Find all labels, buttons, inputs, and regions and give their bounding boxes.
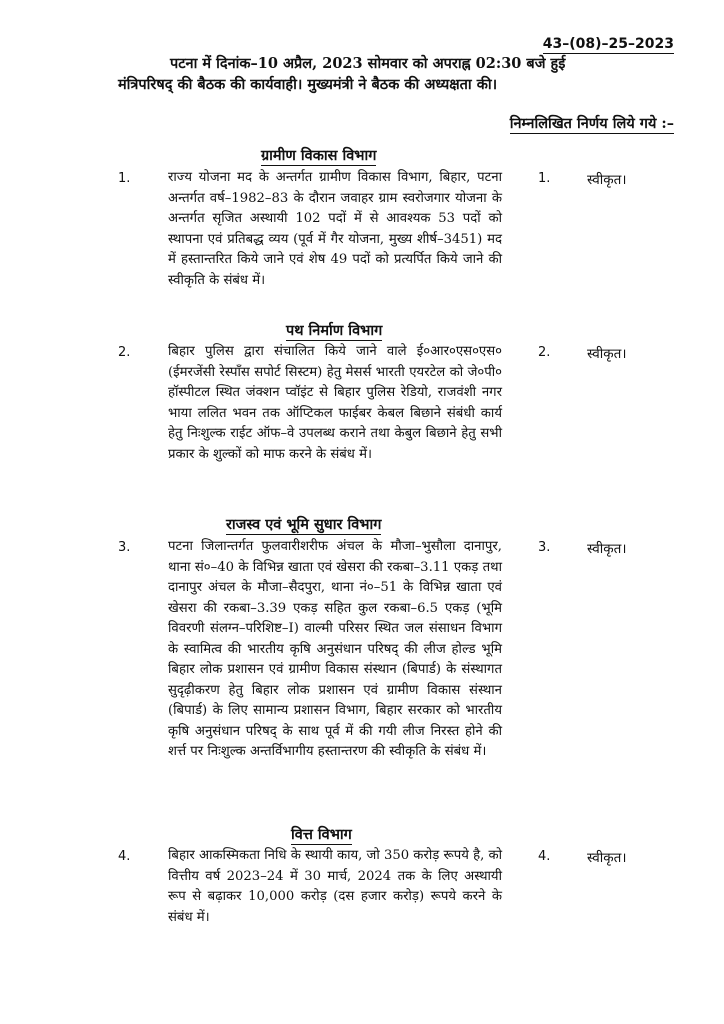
item-number: 1.: [118, 171, 131, 186]
approval-status: स्वीकृत।: [587, 541, 627, 557]
approval-status: स्वीकृत।: [587, 850, 627, 866]
result-number: 2.: [538, 345, 551, 360]
department-heading-finance: वित्त विभाग: [291, 826, 352, 843]
intro-line-1: पटना में दिनांक–10 अप्रैल, 2023 सोमवार को अपराह्न 02:30 बजे हुई: [170, 55, 566, 72]
intro-line-2: मंत्रिपरिषद् की बैठक की कार्यवाही। मुख्यमंत्री ने बैठक की अध्यक्षता की।: [118, 76, 498, 93]
approval-status: स्वीकृत।: [587, 172, 627, 188]
item-text: बिहार आकस्मिकता निधि के स्थायी काय, जो 350 करोड़ रूपये है, को वित्तीय वर्ष 2023–24 में 30 मार्च, 2024 तक के लिए अस्थायी रूप से बढ़ाकर 10,000 करोड़ (दस हजार करोड़) रूपये करने के संबंध में।: [168, 848, 502, 925]
department-heading-road-construction: पथ निर्माण विभाग: [286, 322, 383, 339]
item-number: 2.: [118, 345, 131, 360]
item-text: बिहार पुलिस द्वारा संचालित किये जाने वाले ई०आर०एस०एस० (ईमरजेंसी रेस्पॉंस सपोर्ट सिस्टम) हेतु मेसर्स भारती एयरटेल को जे०पी० हॉस्पीटल स्थित जंक्शन प्वॉइंट से बिहार पुलिस रेडियो, राजवंशी नगर भाया ललित भवन तक ऑप्टिकल फाईबर केबल बिछाने संबंधी कार्य हेतु निःशुल्क राईट ऑफ–वे उपलब्ध कराने तथा केबुल बिछाने हेतु सभी प्रकार के शुल्कों को माफ करने के संबंध में।: [168, 344, 502, 462]
result-number: 4.: [538, 849, 551, 864]
department-heading-revenue-land-reform: राजस्व एवं भूमि सुधार विभाग: [226, 516, 382, 533]
approval-status: स्वीकृत।: [587, 346, 627, 362]
result-number: 3.: [538, 540, 551, 555]
item-text: राज्य योजना मद के अन्तर्गत ग्रामीण विकास विभाग, बिहार, पटना अन्तर्गत वर्ष–1982–83 के दौरान जवाहर ग्राम स्वरोजगार योजना के अन्तर्गत सृजित अस्थायी 102 पदों में से आवश्यक 53 पदों को स्थापना एवं प्रतिबद्ध व्यय (पूर्व में गैर योजना, मुख्य शीर्ष–3451) मद में हस्तान्तरित किये जाने एवं शेष 49 पदों को प्रत्यर्पित किये जाने की स्वीकृति के संबंध में।: [168, 170, 502, 288]
meeting-intro: [118, 53, 674, 95]
item-text: पटना जिलान्तर्गत फुलवारीशरीफ अंचल के मौजा–भुसौला दानापुर, थाना सं०–40 के विभिन्न खाता एवं खेसरा की रकबा–3.11 एकड़ तथा दानापुर अंचल के मौजा–सैदपुरा, थाना नं०–51 के विभिन्न खाता एवं खेसरा की रकबा–3.39 एकड़ सहित कुल रकबा–6.5 एकड़ (भूमि विवरणी संलग्न–परिशिष्ट–I) वाल्मी परिसर स्थित जल संसाधन विभाग के स्वामित्व की भारतीय कृषि अनुसंधान परिषद् की लीज होल्ड भूमि बिहार लोक प्रशासन एवं ग्रामीण विकास संस्थान (बिपार्ड) के संस्थागत सुदृढ़ीकरण हेतु बिहार लोक प्रशासन एवं ग्रामीण विकास संस्थान (बिपार्ड) के लिए सामान्य प्रशासन विभाग, बिहार सरकार को भारतीय कृषि अनुसंधान परिषद् के साथ पूर्व में की गयी लीज निरस्त होने की शर्त्त पर निःशुल्क अन्तर्विभागीय हस्तान्तरण की स्वीकृति के संबंध में।: [168, 539, 502, 759]
result-number: 1.: [538, 171, 551, 186]
item-number: 4.: [118, 849, 131, 864]
decisions-heading: निम्नलिखित निर्णय लिये गये :–: [509, 115, 674, 132]
department-heading-rural-development: ग्रामीण विकास विभाग: [261, 147, 377, 164]
item-number: 3.: [118, 540, 131, 555]
document-reference-number: 43–(08)–25–2023: [542, 36, 674, 52]
